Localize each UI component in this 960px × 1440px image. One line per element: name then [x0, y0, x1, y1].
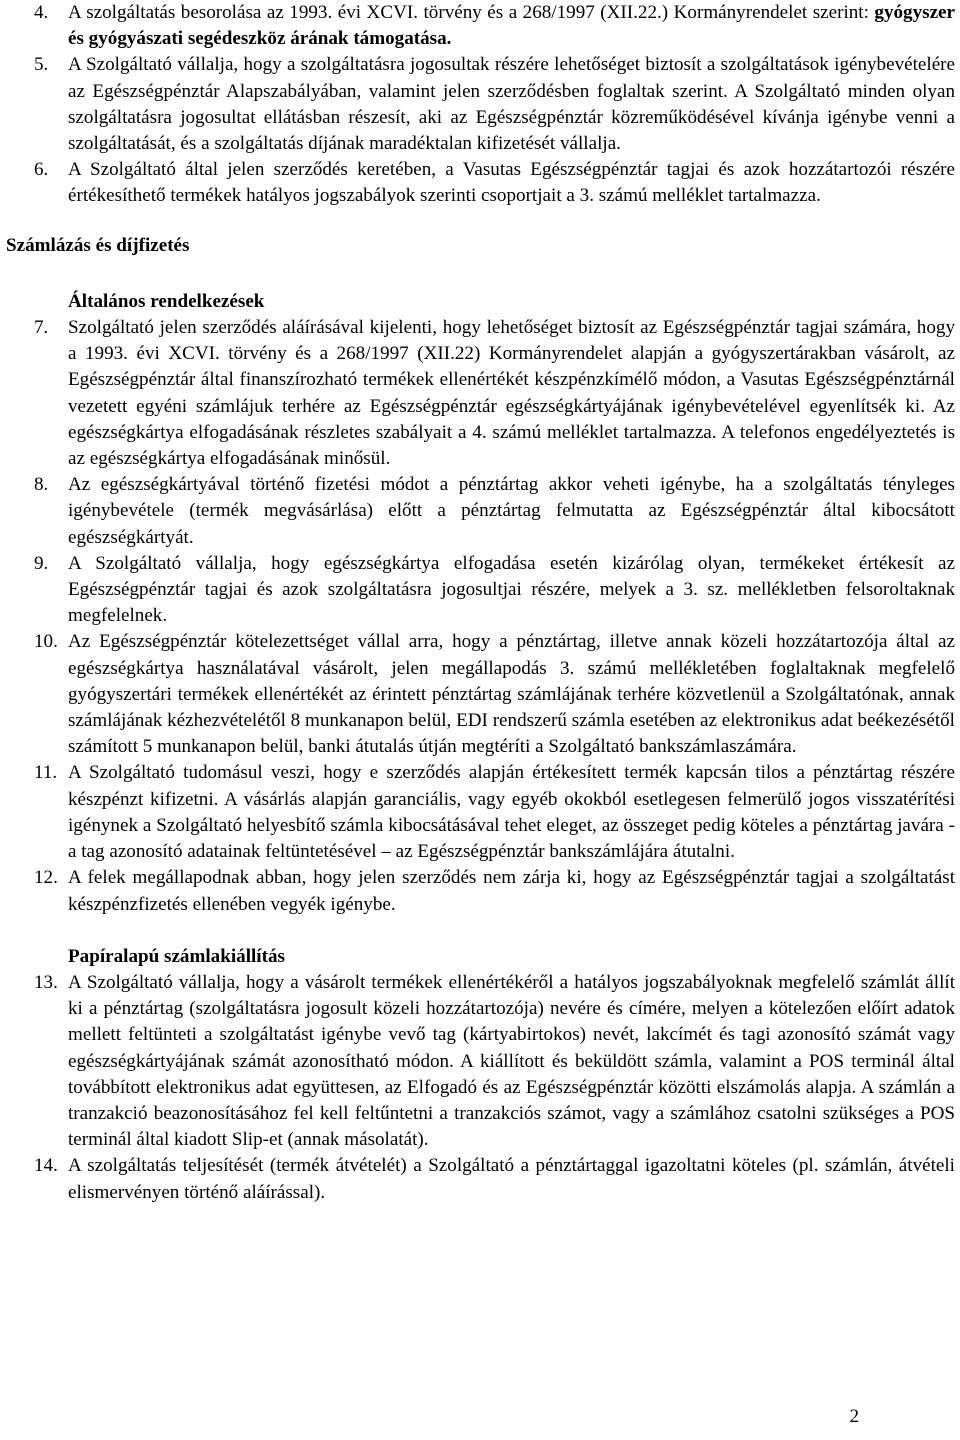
section-title: Számlázás és díjfizetés — [6, 234, 190, 256]
item-text: A Szolgáltató vállalja, hogy a szolgáltatásra jogosultak részére lehetőséget biztosít a szolgáltatások igénybevételére az Egészségpénztár Alapszabályában, valamint jelen szerződésben foglaltak szerint. A Szolgáltató minden olyan szolgáltatásra jogosultat ellátásban részesít, aki az Egészségpénztár közreműködésével kívánja igénybe venni a szolgáltatását, és a szolgáltatás díjának maradéktalan kifizetését vállalja. — [68, 54, 955, 155]
list-item-8 — [6, 472, 955, 551]
subsection-title-paper-invoicing: Papíralapú számlakiállítás — [68, 945, 285, 967]
page-number: 2 — [849, 1405, 859, 1427]
item-text: A felek megállapodnak abban, hogy jelen szerződés nem zárja ki, hogy az Egészségpénztár tagjai a szolgáltatást készpénzfizetés ellenében vegyék igénybe. — [68, 867, 955, 915]
item-number: 8. — [34, 474, 49, 496]
item-text: A Szolgáltató tudomásul veszi, hogy e szerződés alapján értékesített termék kapcsán tilos a pénztártag részére készpénzt kifizetni. A vásárlás alapján garanciális, vagy egyéb okokból esetlegesen felmerülő jogos visszatérítési igénynek a Szolgáltató helyesbítő számla kibocsátásával tehet eleget, az összeget pedig köteles a pénztártag javára - a tag azonosító adatainak feltüntetésével – az Egészségpénztár bankszámlájára átutalni. — [68, 762, 955, 863]
list-item-7 — [6, 315, 955, 472]
list-item-10 — [6, 629, 955, 760]
item-number: 7. — [34, 317, 49, 339]
item-text: Az egészségkártyával történő fizetési módot a pénztártag akkor veheti igénybe, ha a szolgáltatás tényleges igénybevétele (termék megvásárlása) előtt a pénztártag felmutatta az Egészségpénztár által kibocsátott egészségkártyát. — [68, 474, 955, 548]
item-text: A Szolgáltató vállalja, hogy a vásárolt termékek ellenértékéről a hatályos jogszabályoknak megfelelő számlát állít ki a pénztártag (szolgáltatásra jogosult közeli hozzátartozója) nevére és címére, melyen a kötelezően előírt adatok mellett feltünteti a szolgáltatást igénybe vevő tag (kártyabirtokos) nevét, lakcímét és tagi azonosító számát vagy egészségkártyájának számát azonosítható módon. A kiállított és beküldött számla, valamint a POS terminál által továbbított elektronikus adat együttesen, az Elfogadó és az Egészségpénztár közötti elszámolás alapja. A számlán a tranzakció beazonosításához fel kell feltűntetni a tranzakciós számot, vagy a számlához csatolni szükséges a POS terminál által kiadott Slip-et (annak másolatát). — [68, 971, 955, 1151]
item-number: 12. — [34, 867, 58, 889]
list-item-12 — [6, 865, 955, 917]
item-number: 13. — [34, 971, 58, 993]
item-text: A Szolgáltató által jelen szerződés keretében, a Vasutas Egészségpénztár tagjai és azok hozzátartozói részére értékesíthető termékek hatályos jogszabályok szerinti csoportjait a 3. számú melléklet tartalmazza. — [68, 159, 955, 207]
items-paper — [6, 970, 955, 1206]
item-number: 4. — [34, 2, 49, 23]
list-item-6 — [6, 157, 955, 209]
list-item-9 — [6, 551, 955, 630]
item-text-plain: A szolgáltatás besorolása az 1993. évi XCVI. törvény és a 268/1997 (XII.22.) Kormányrendelet szerint: — [68, 2, 875, 23]
item-text: A szolgáltatás teljesítését (termék átvételét) a Szolgáltató a pénztártaggal igazoltatni köteles (pl. számlán, átvételi elismervényen történő aláírással). — [68, 1155, 955, 1203]
item-text: Szolgáltató jelen szerződés aláírásával kijelenti, hogy lehetőséget biztosít az Egészségpénztár tagjai számára, hogy a 1993. évi XCVI. törvény és a 268/1997 (XII.22) Kormányrendelet alapján a gyógyszertárakban vásárolt, az Egészségpénztár által finanszírozható termékek ellenértékét készpénzkímélő módon, a Vasutas Egészségpénztárnál vezetett egyéni számlájuk terhére az Egészségpénztár egészségkártyájának igénybevételével egyenlítsék ki. Az egészségkártya elfogadásának részletes szabályait a 4. számú melléklet tartalmazza. A telefonos engedélyeztetés is az egészségkártya elfogadásának minősül. — [68, 317, 955, 470]
item-number: 11. — [34, 762, 58, 784]
item-number: 14. — [34, 1155, 58, 1177]
item-text — [68, 0, 955, 52]
item-number: 5. — [34, 54, 49, 76]
item-number: 10. — [34, 631, 58, 653]
list-item-5 — [6, 52, 955, 157]
list-item-13 — [6, 970, 955, 1153]
item-number: 6. — [34, 159, 49, 181]
subsection-title-general: Általános rendelkezések — [68, 290, 265, 312]
item-text-bold: gyógyszer és gyógyászati segédeszköz árának támogatása. — [68, 2, 955, 50]
list-item-14 — [6, 1153, 955, 1205]
list-item-4 — [6, 0, 955, 52]
item-text: Az Egészségpénztár kötelezettséget vállal arra, hogy a pénztártag, illetve annak közeli hozzátartozója által az egészségkártya használatával vásárolt, jelen megállapodás 3. számú mellékletében foglaltaknak megfelelő gyógyszertári termékek ellenértékét az érintett pénztártag számlájának terhére közvetlenül a Szolgáltatónak, annak számlájának kézhezvételétől 8 munkanapon belül, EDI rendszerű számla esetében az elektronikus adat beékezésétől számított 5 munkanapon belül, banki átutalás útján megtéríti a Szolgáltató bankszámlaszámára. — [68, 631, 955, 758]
items-general — [6, 315, 955, 918]
list-item-11 — [6, 760, 955, 865]
item-text: A Szolgáltató vállalja, hogy egészségkártya elfogadása esetén kizárólag olyan, termékeket értékesít az Egészségpénztár tagjai és azok szolgáltatásra jogosultjai részére, melyek a 3. sz. mellékletben felsoroltaknak megfelelnek. — [68, 552, 955, 627]
items-top — [6, 0, 955, 210]
item-number: 9. — [34, 552, 49, 574]
